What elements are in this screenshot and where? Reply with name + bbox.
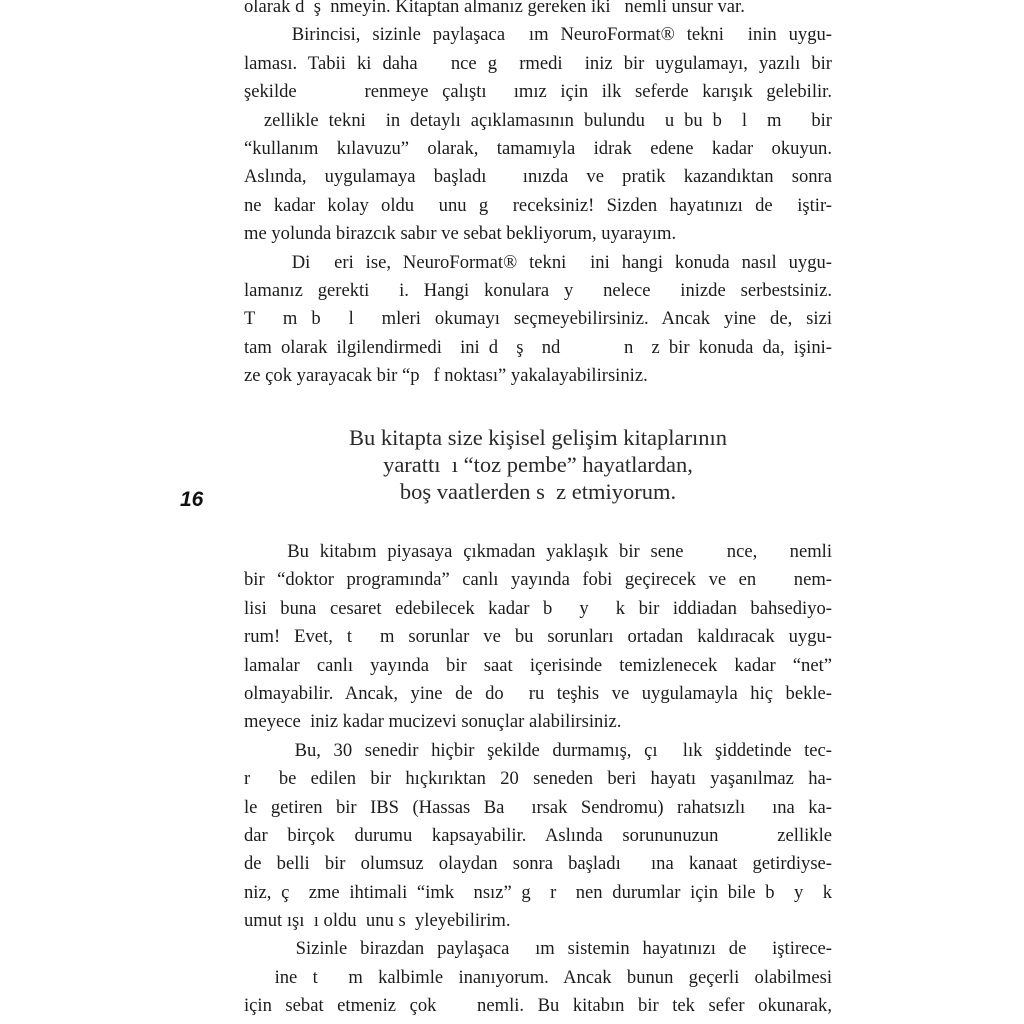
text-line: niz, ç zme ihtimali “imk nsız” g r nen durumlar için bile b y k	[244, 881, 832, 903]
text-line: Sizinle birazdan paylaşaca ım sistemin hayatınızı de iştirece-	[244, 938, 832, 960]
text-line: şekilde renmeye çalıştı ımız için ilk seferde karışık gelebilir.	[244, 81, 832, 103]
text-line: olarak d ş nmeyin. Kitaptan almanız gereken iki nemli unsur var.	[244, 0, 745, 17]
text-line: bir “doktor programında” canlı yayında fobi geçirecek ve en nem-	[244, 569, 832, 591]
text-line: Aslında, uygulamaya başladı ınızda ve pratik kazandıktan sonra	[244, 166, 832, 188]
text-line: de belli bir olumsuz olaydan sonra başladı ına kanaat getirdiyse-	[244, 853, 832, 875]
text-line: T m b l mleri okumayı seçmeyebilirsiniz. Ancak yine de, sizi	[244, 308, 832, 330]
text-line: Bu kitabım piyasaya çıkmadan yaklaşık bir sene nce, nemli	[244, 541, 832, 562]
text-line: rum! Evet, t m sorunlar ve bu sorunları ortadan kaldıracak uygu-	[244, 626, 832, 648]
text-line: me yolunda birazcık sabır ve sebat bekliyorum, uyarayım.	[244, 223, 677, 245]
text-line: ze çok yarayacak bir “p f noktası” yakalayabilirsiniz.	[244, 365, 648, 387]
pull-quote	[244, 424, 832, 505]
text-line: umut ışı ı oldu unu s yleyebilirim.	[244, 910, 511, 932]
page-number: 16	[180, 488, 204, 511]
text-line: meyece iniz kadar mucizevi sonuçlar alabilirsiniz.	[244, 711, 622, 733]
text-line: ne kadar kolay oldu unu g receksiniz! Sizden hayatınızı de iştir-	[244, 194, 832, 216]
text-line: “kullanım kılavuzu” olarak, tamamıyla idrak edene kadar okuyun.	[244, 137, 832, 159]
top-text-block	[244, 0, 832, 390]
text-line: r be edilen bir hıçkırıktan 20 seneden beri hayatı yaşanılmaz ha-	[244, 768, 832, 790]
pull-quote-line: yarattı ı “toz pembe” hayatlardan,	[383, 452, 693, 477]
text-line: le getiren bir IBS (Hassas Ba ırsak Sendromu) rahatsızlı ına ka-	[244, 796, 832, 818]
bottom-text-block	[244, 538, 832, 1021]
pull-quote-line: Bu kitapta size kişisel gelişim kitaplarının	[348, 425, 728, 450]
text-line: lisi buna cesaret edebilecek kadar b y k bir iddiadan bahsediyo-	[244, 597, 832, 619]
text-line: ine t m kalbimle inanıyorum. Ancak bunun geçerli olabilmesi	[244, 966, 832, 988]
text-line: zellikle tekni in detaylı açıklamasının bulundu u bu b l m bir	[244, 109, 832, 131]
pull-quote-line: boş vaatlerden s z etmiyorum.	[399, 479, 677, 504]
text-line: dar birçok durumu kapsayabilir. Aslında sorununuzun zellikle	[244, 824, 832, 846]
text-line: tam olarak ilgilendirmedi ini d ş nd n z bir konuda da, işini-	[244, 336, 832, 358]
text-line: için sebat etmeniz çok nemli. Bu kitabın bir tek sefer okunarak,	[244, 995, 832, 1017]
text-line: olmayabilir. Ancak, yine de do ru teşhis ve uygulamayla hiç bekle-	[244, 682, 832, 704]
text-line: Birincisi, sizinle paylaşaca ım NeuroFormat® tekni inin uygu-	[244, 24, 832, 46]
text-line: laması. Tabii ki daha nce g rmedi iniz bir uygulamayı, yazılı bir	[244, 52, 832, 74]
text-line: lamanız gerekti i. Hangi konulara y nelece inizde serbestsiniz.	[244, 279, 832, 301]
text-line: Bu, 30 senedir hiçbir şekilde durmamış, çı lık şiddetinde tec-	[244, 739, 832, 761]
text-line: lamalar canlı yayında bir saat içerisinde temizlenecek kadar “net”	[244, 654, 832, 676]
text-line: Di eri ise, NeuroFormat® tekni ini hangi konuda nasıl uygu-	[244, 251, 832, 273]
